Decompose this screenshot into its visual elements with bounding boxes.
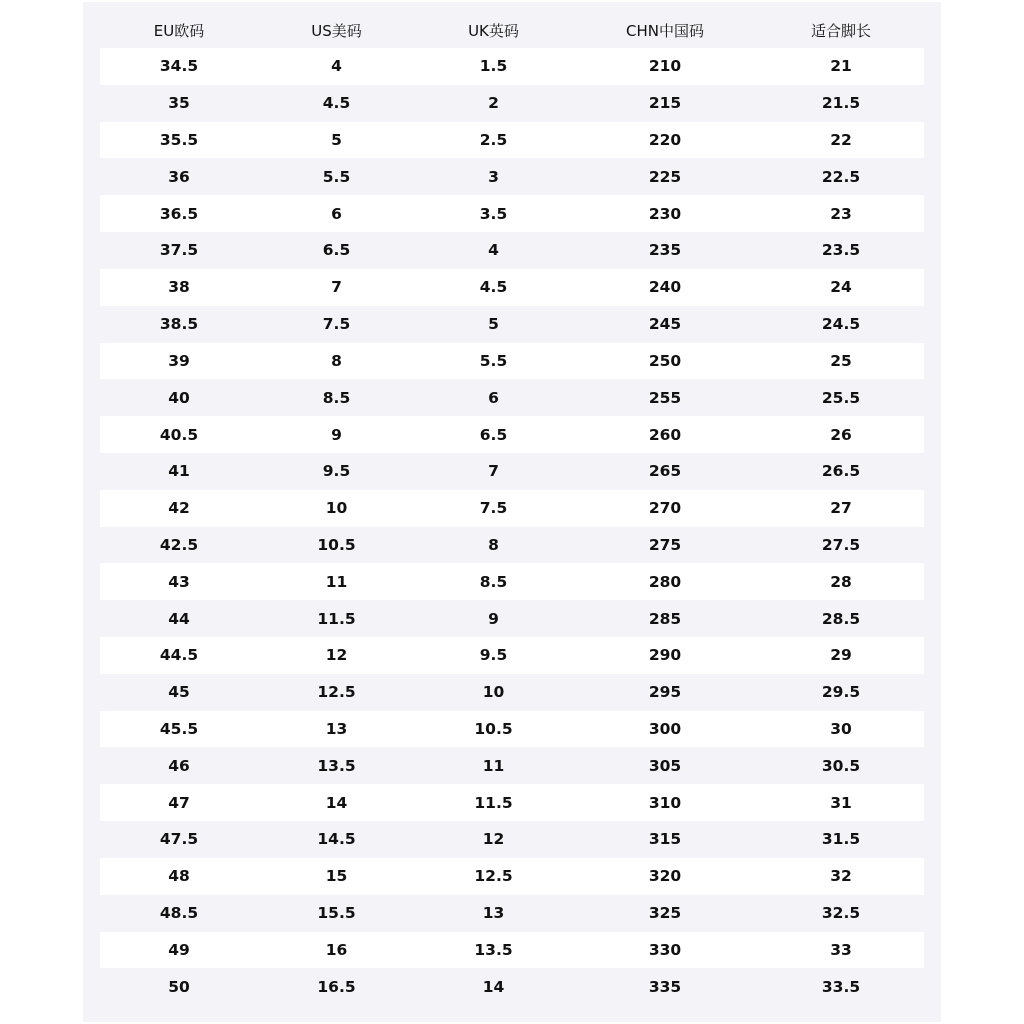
chn-size-cell: 300 [648,720,682,739]
us-size-cell: 4.5 [322,94,351,113]
chn-size-cell: 245 [648,315,682,334]
foot-length-cell: 27 [830,499,852,518]
foot-length-cell: 24.5 [821,315,861,334]
table-row [100,416,924,453]
foot-length-cell: 32.5 [821,904,861,923]
chn-size-cell: 275 [648,535,682,554]
uk-size-cell: 8.5 [479,572,508,591]
table-row [100,195,924,232]
eu-size-cell: 41 [168,462,190,481]
chn-size-cell: 250 [648,351,682,370]
table-row [100,858,924,895]
foot-length-cell: 33 [830,940,852,959]
table-row [100,747,924,784]
foot-length-cell: 23.5 [821,241,861,260]
uk-size-cell: 2 [488,94,499,113]
eu-size-cell: 47.5 [159,830,199,849]
us-size-cell: 13 [325,720,348,739]
table-row [100,379,924,416]
foot-length-cell: 22 [830,131,852,150]
chn-size-cell: 315 [648,830,682,849]
uk-size-cell: 4.5 [479,278,508,297]
chn-size-cell: 240 [648,278,682,297]
us-size-cell: 7.5 [322,315,351,334]
us-size-cell: 12 [325,646,348,665]
us-size-cell: 10 [325,499,348,518]
header-us-size: US美码 [311,21,362,40]
uk-size-cell: 13.5 [474,940,513,959]
foot-length-cell: 30 [830,720,852,739]
eu-size-cell: 45.5 [159,720,199,739]
eu-size-cell: 46 [168,756,190,775]
us-size-cell: 15 [325,867,348,886]
foot-length-cell: 23 [830,204,852,223]
eu-size-cell: 44 [168,609,190,628]
table-row [100,563,924,600]
chn-size-cell: 330 [648,940,682,959]
table-row [100,711,924,748]
foot-length-cell: 28.5 [821,609,861,628]
eu-size-cell: 39 [168,351,190,370]
eu-size-cell: 42.5 [159,535,199,554]
eu-size-cell: 44.5 [159,646,199,665]
uk-size-cell: 11.5 [474,793,513,812]
eu-size-cell: 40 [168,388,190,407]
foot-length-cell: 28 [830,572,852,591]
uk-size-cell: 3.5 [479,204,508,223]
eu-size-cell: 34.5 [159,57,199,76]
eu-size-cell: 38 [168,278,190,297]
foot-length-cell: 31.5 [821,830,861,849]
table-row [100,85,924,122]
eu-size-cell: 36 [168,167,190,186]
uk-size-cell: 12 [482,830,505,849]
foot-length-cell: 26 [830,425,852,444]
uk-size-cell: 11 [482,756,505,775]
header-chn-size: CHN中国码 [626,21,704,40]
uk-size-cell: 13 [482,904,505,923]
chn-size-cell: 305 [648,756,682,775]
chn-size-cell: 335 [648,977,682,996]
us-size-cell: 5 [331,131,342,150]
uk-size-cell: 6 [488,388,499,407]
us-size-cell: 9.5 [322,462,351,481]
chn-size-cell: 325 [648,904,682,923]
eu-size-cell: 36.5 [159,204,199,223]
foot-length-cell: 29 [830,646,852,665]
foot-length-cell: 21.5 [821,94,861,113]
eu-size-cell: 49 [168,940,190,959]
us-size-cell: 5.5 [322,167,351,186]
header-foot-length: 适合脚长 [810,21,871,40]
us-size-cell: 6.5 [322,241,351,260]
eu-size-cell: 40.5 [159,425,199,444]
table-row [100,600,924,637]
table-row [100,490,924,527]
table-row [100,968,924,1005]
table-row [100,122,924,159]
eu-size-cell: 45 [168,683,190,702]
uk-size-cell: 9 [488,609,499,628]
eu-size-cell: 42 [168,499,190,518]
table-row [100,674,924,711]
uk-size-cell: 1.5 [479,57,508,76]
uk-size-cell: 14 [482,977,505,996]
uk-size-cell: 7.5 [479,499,508,518]
us-size-cell: 12.5 [317,683,356,702]
uk-size-cell: 5 [488,315,499,334]
chn-size-cell: 235 [648,241,682,260]
foot-length-cell: 25.5 [821,388,861,407]
table-row [100,306,924,343]
foot-length-cell: 21 [830,57,852,76]
uk-size-cell: 5.5 [479,351,508,370]
eu-size-cell: 48.5 [159,904,199,923]
foot-length-cell: 32 [830,867,852,886]
chn-size-cell: 255 [648,388,682,407]
eu-size-cell: 48 [168,867,190,886]
chn-size-cell: 220 [648,131,682,150]
chn-size-cell: 320 [648,867,682,886]
chn-size-cell: 210 [648,57,682,76]
header-eu-size: EU欧码 [153,21,205,40]
eu-size-cell: 35.5 [159,131,199,150]
header-uk-size: UK英码 [468,21,519,40]
foot-length-cell: 27.5 [821,535,861,554]
uk-size-cell: 4 [488,241,499,260]
size-chart-panel [83,2,941,1022]
table-row [100,158,924,195]
foot-length-cell: 26.5 [821,462,861,481]
size-table-body [100,48,924,1005]
us-size-cell: 6 [331,204,342,223]
us-size-cell: 16 [325,940,348,959]
foot-length-cell: 30.5 [821,756,861,775]
us-size-cell: 8 [331,351,342,370]
us-size-cell: 15.5 [317,904,356,923]
chn-size-cell: 290 [648,646,682,665]
table-row [100,527,924,564]
uk-size-cell: 10.5 [474,720,513,739]
uk-size-cell: 7 [488,462,499,481]
table-row [100,637,924,674]
foot-length-cell: 33.5 [821,977,861,996]
chn-size-cell: 225 [648,167,682,186]
chn-size-cell: 260 [648,425,682,444]
uk-size-cell: 2.5 [479,131,508,150]
uk-size-cell: 12.5 [474,867,513,886]
chn-size-cell: 215 [648,94,682,113]
table-row [100,895,924,932]
table-row [100,453,924,490]
eu-size-cell: 43 [168,572,190,591]
us-size-cell: 14 [325,793,348,812]
chn-size-cell: 280 [648,572,682,591]
table-header-row [100,12,924,48]
uk-size-cell: 9.5 [479,646,508,665]
uk-size-cell: 8 [488,535,499,554]
table-row [100,932,924,969]
us-size-cell: 13.5 [317,756,356,775]
foot-length-cell: 22.5 [821,167,861,186]
eu-size-cell: 47 [168,793,190,812]
eu-size-cell: 50 [168,977,190,996]
eu-size-cell: 38.5 [159,315,199,334]
table-row [100,343,924,380]
foot-length-cell: 29.5 [821,683,861,702]
us-size-cell: 11.5 [317,609,356,628]
chn-size-cell: 265 [648,462,682,481]
uk-size-cell: 3 [488,167,499,186]
us-size-cell: 4 [331,57,342,76]
chn-size-cell: 285 [648,609,682,628]
foot-length-cell: 31 [830,793,852,812]
us-size-cell: 14.5 [317,830,356,849]
us-size-cell: 10.5 [317,535,356,554]
chn-size-cell: 230 [648,204,682,223]
uk-size-cell: 6.5 [479,425,508,444]
eu-size-cell: 35 [168,94,190,113]
us-size-cell: 8.5 [322,388,351,407]
table-row [100,48,924,85]
table-row [100,784,924,821]
chn-size-cell: 295 [648,683,682,702]
us-size-cell: 11 [325,572,348,591]
us-size-cell: 9 [331,425,342,444]
table-row [100,232,924,269]
table-row [100,269,924,306]
chn-size-cell: 310 [648,793,682,812]
foot-length-cell: 25 [830,351,852,370]
chn-size-cell: 270 [648,499,682,518]
uk-size-cell: 10 [482,683,505,702]
foot-length-cell: 24 [830,278,852,297]
us-size-cell: 16.5 [317,977,356,996]
us-size-cell: 7 [331,278,342,297]
eu-size-cell: 37.5 [159,241,199,260]
table-row [100,821,924,858]
